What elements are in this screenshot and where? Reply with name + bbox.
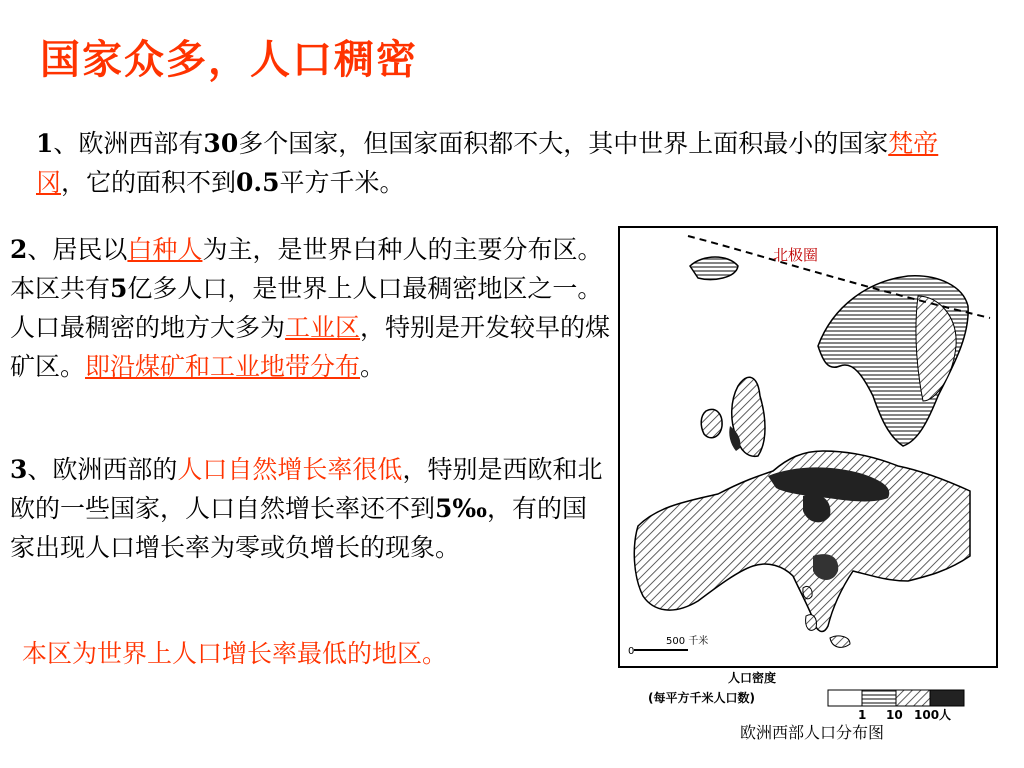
vatican-link[interactable]: 梵帝冈 (36, 129, 939, 197)
legend-box-low (862, 690, 896, 706)
industrial-zone-link[interactable]: 工业区 (285, 313, 361, 342)
ireland-region (701, 409, 722, 437)
p1-num-05: 0.5 (236, 168, 280, 197)
summary-text: 本区为世界上人口增长率最低的地区。 (22, 639, 448, 668)
arctic-circle-label: 北极圈 (773, 246, 819, 264)
white-race-link[interactable]: 白种人 (127, 235, 203, 264)
p3-text-b: ，特别是西欧和北欧的一些国家，人口自然增长率还不到 (10, 455, 603, 523)
p3-text-a: 、欧洲西部的 (27, 455, 178, 484)
legend-tick-10: 10 (886, 708, 903, 722)
paragraph-2 (10, 230, 618, 386)
page-title: 国家众多，人口稠密 (40, 37, 418, 83)
legend-tick-100: 100人 (914, 708, 952, 722)
paragraph-3 (10, 450, 610, 567)
p1-number: 1 (36, 129, 54, 158)
legend-subtitle: (每平方千米人口数) (648, 691, 755, 705)
corsica-region (803, 586, 812, 598)
p3-text-c: ，有的国家出现人口增长率为零或负增长的现象。 (10, 494, 588, 562)
low-growth-highlight: 人口自然增长率很低 (177, 455, 403, 484)
scale-zero: 0 (628, 646, 635, 657)
legend-title: 人口密度 (728, 671, 777, 685)
p1-text-d: 平方千米。 (279, 168, 405, 197)
p1-num-30: 30 (203, 129, 239, 158)
p2-text-b: 为主，是世界白种人的主要分布区。本区共有 (10, 235, 603, 303)
scale-label: 500 千米 (666, 636, 709, 647)
legend-tick-1: 1 (858, 708, 867, 722)
p2-number: 2 (10, 235, 28, 264)
paragraph-1 (36, 124, 956, 202)
p2-num-5: 5 (110, 274, 128, 303)
p2-text-e: 。 (360, 352, 386, 381)
legend-box-dense (930, 690, 964, 706)
p3-number: 3 (10, 455, 28, 484)
po-valley-dense-area (813, 554, 838, 580)
p2-text-d: ，特别是开发较早的煤矿区。 (10, 313, 611, 381)
map-legend (618, 670, 998, 750)
map-caption: 欧洲西部人口分布图 (740, 723, 885, 742)
legend-box-sparse (828, 690, 862, 706)
p3-num-permille: 5‰ (435, 494, 488, 523)
legend-box-medium (896, 690, 930, 706)
coal-industrial-belt-link[interactable]: 即沿煤矿和工业地带分布 (85, 352, 361, 381)
population-map (618, 226, 998, 668)
p1-text-c: ，它的面积不到 (61, 168, 237, 197)
sardinia-region (806, 615, 817, 631)
p2-text-c: 亿多人口，是世界上人口最稠密地区之一。人口最稠密的地方大多为 (10, 274, 603, 342)
p1-text-b: 多个国家，但国家面积都不大，其中世界上面积最小的国家 (238, 129, 889, 158)
p1-text-a: 、欧洲西部有 (53, 129, 204, 158)
p2-text-a: 、居民以 (27, 235, 128, 264)
